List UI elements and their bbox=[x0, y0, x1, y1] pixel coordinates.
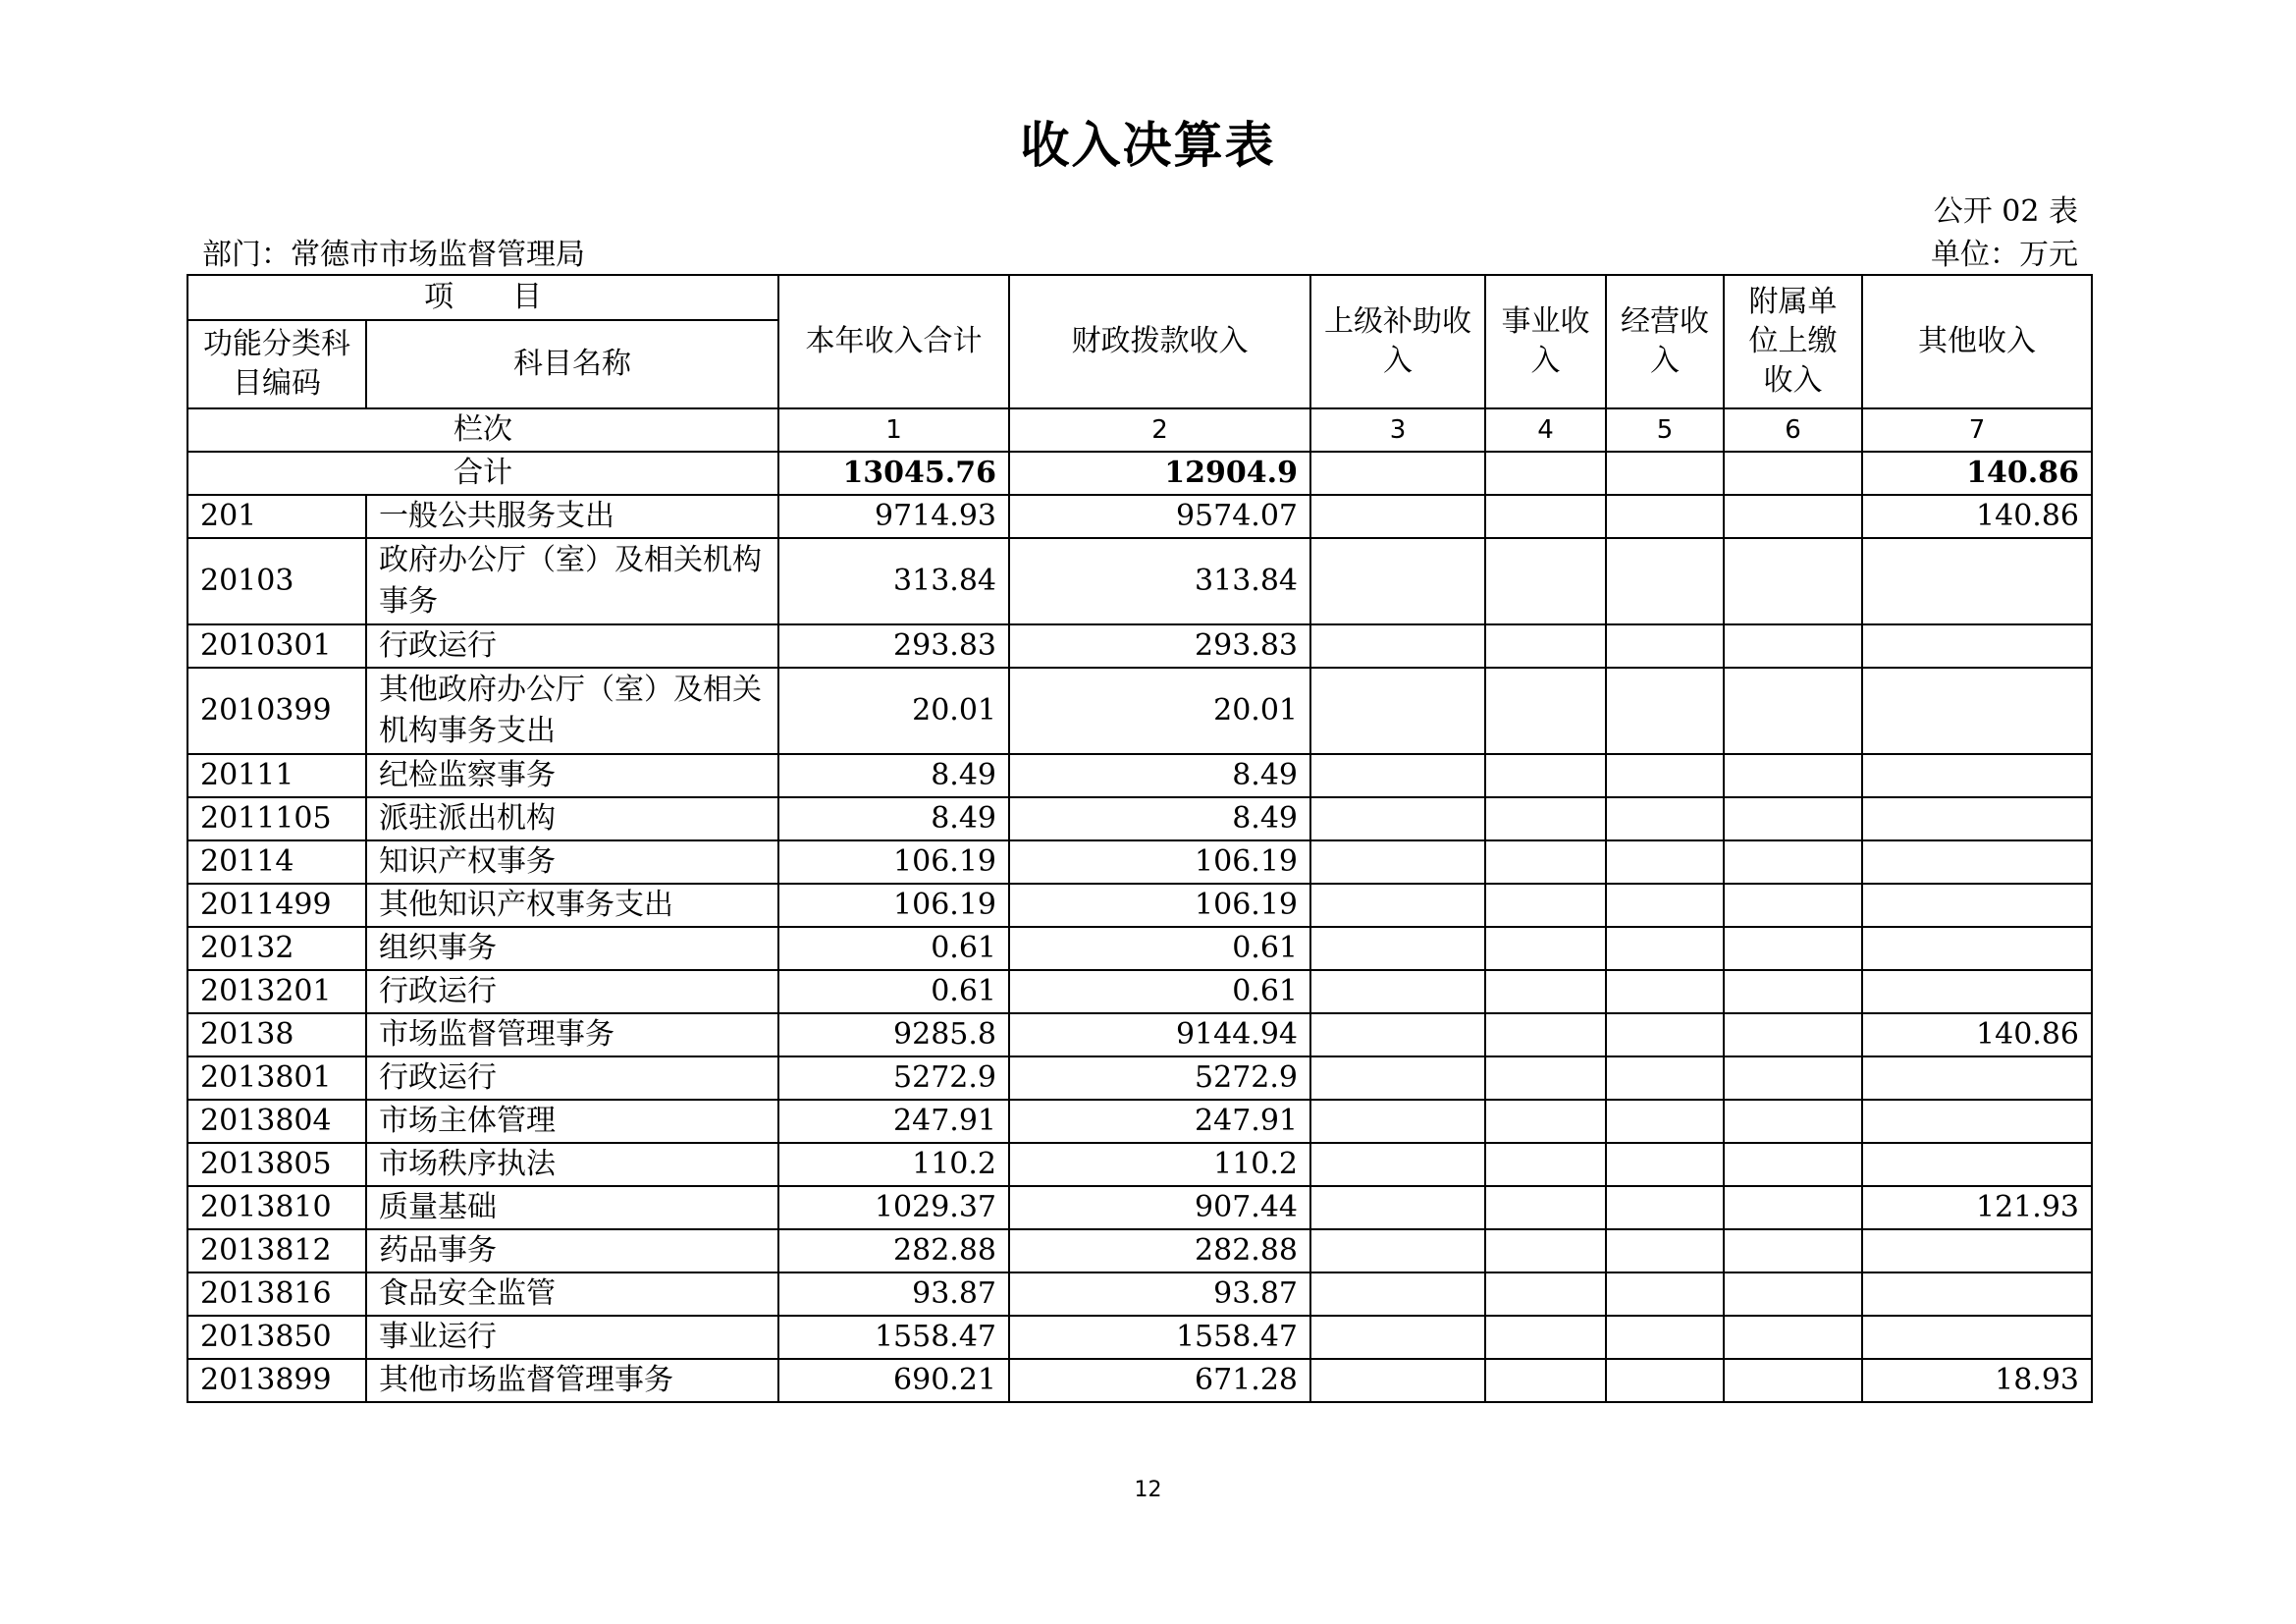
header-fiscal-appropriation: 财政拨款收入 bbox=[1009, 275, 1310, 408]
row-value-col3 bbox=[1310, 754, 1485, 797]
row-value-col1: 313.84 bbox=[778, 538, 1009, 624]
row-value-col6 bbox=[1724, 927, 1862, 970]
row-value-col6 bbox=[1724, 1272, 1862, 1316]
row-code: 20111 bbox=[187, 754, 366, 797]
header-project: 项 目 bbox=[187, 275, 778, 320]
table-row bbox=[187, 927, 2092, 970]
row-code: 20132 bbox=[187, 927, 366, 970]
row-value-col5 bbox=[1606, 1272, 1724, 1316]
row-code: 2013805 bbox=[187, 1143, 366, 1186]
row-code: 2013812 bbox=[187, 1229, 366, 1272]
row-subject-name: 行政运行 bbox=[366, 1056, 778, 1100]
row-value-col4 bbox=[1485, 884, 1606, 927]
table-row bbox=[187, 1013, 2092, 1056]
table-row bbox=[187, 1100, 2092, 1143]
row-code: 201 bbox=[187, 495, 366, 538]
row-value-col5 bbox=[1606, 495, 1724, 538]
row-value-col5 bbox=[1606, 970, 1724, 1013]
row-value-col5 bbox=[1606, 884, 1724, 927]
row-value-col1: 8.49 bbox=[778, 754, 1009, 797]
row-subject-name: 其他政府办公厅（室）及相关机构事务支出 bbox=[366, 668, 778, 754]
row-value-col6 bbox=[1724, 1013, 1862, 1056]
row-value-col2: 106.19 bbox=[1009, 840, 1310, 884]
row-value-col5 bbox=[1606, 624, 1724, 668]
row-value-col2: 0.61 bbox=[1009, 970, 1310, 1013]
row-value-col2: 93.87 bbox=[1009, 1272, 1310, 1316]
row-value-col7 bbox=[1862, 927, 2092, 970]
page-number: 12 bbox=[1134, 1478, 1162, 1502]
row-value-col2: 110.2 bbox=[1009, 1143, 1310, 1186]
column-index-1: 1 bbox=[778, 408, 1009, 452]
row-code: 2013899 bbox=[187, 1359, 366, 1402]
row-value-col6 bbox=[1724, 797, 1862, 840]
column-index-5: 5 bbox=[1606, 408, 1724, 452]
table-row bbox=[187, 797, 2092, 840]
row-value-col5 bbox=[1606, 1186, 1724, 1229]
row-value-col3 bbox=[1310, 1359, 1485, 1402]
table-row bbox=[187, 1186, 2092, 1229]
table-row bbox=[187, 840, 2092, 884]
row-value-col7 bbox=[1862, 884, 2092, 927]
row-value-col3 bbox=[1310, 668, 1485, 754]
row-value-col7 bbox=[1862, 668, 2092, 754]
row-value-col5 bbox=[1606, 1013, 1724, 1056]
table-row bbox=[187, 1056, 2092, 1100]
total-cell: 13045.76 bbox=[778, 452, 1009, 495]
row-value-col2: 9574.07 bbox=[1009, 495, 1310, 538]
row-subject-name: 组织事务 bbox=[366, 927, 778, 970]
row-value-col1: 0.61 bbox=[778, 927, 1009, 970]
department-label: 部门：常德市市场监督管理局 bbox=[202, 238, 585, 272]
row-value-col7: 140.86 bbox=[1862, 495, 2092, 538]
row-code: 2010301 bbox=[187, 624, 366, 668]
row-value-col1: 5272.9 bbox=[778, 1056, 1009, 1100]
row-subject-name: 一般公共服务支出 bbox=[366, 495, 778, 538]
row-value-col6 bbox=[1724, 668, 1862, 754]
column-index-2: 2 bbox=[1009, 408, 1310, 452]
row-value-col1: 0.61 bbox=[778, 970, 1009, 1013]
table-row bbox=[187, 495, 2092, 538]
total-row bbox=[187, 452, 2092, 495]
total-label: 合计 bbox=[187, 452, 778, 495]
row-value-col4 bbox=[1485, 668, 1606, 754]
row-code: 2013201 bbox=[187, 970, 366, 1013]
row-value-col5 bbox=[1606, 1100, 1724, 1143]
row-value-col2: 293.83 bbox=[1009, 624, 1310, 668]
row-value-col2: 313.84 bbox=[1009, 538, 1310, 624]
row-subject-name: 行政运行 bbox=[366, 624, 778, 668]
row-value-col7 bbox=[1862, 624, 2092, 668]
row-subject-name: 派驻派出机构 bbox=[366, 797, 778, 840]
row-value-col4 bbox=[1485, 1359, 1606, 1402]
row-value-col2: 106.19 bbox=[1009, 884, 1310, 927]
row-value-col1: 110.2 bbox=[778, 1143, 1009, 1186]
row-value-col3 bbox=[1310, 797, 1485, 840]
row-subject-name: 行政运行 bbox=[366, 970, 778, 1013]
header-other-income: 其他收入 bbox=[1862, 275, 2092, 408]
row-value-col7: 121.93 bbox=[1862, 1186, 2092, 1229]
row-subject-name: 事业运行 bbox=[366, 1316, 778, 1359]
total-cell bbox=[1724, 452, 1862, 495]
row-code: 20114 bbox=[187, 840, 366, 884]
row-value-col4 bbox=[1485, 754, 1606, 797]
row-value-col4 bbox=[1485, 840, 1606, 884]
row-value-col5 bbox=[1606, 1316, 1724, 1359]
table-row bbox=[187, 1229, 2092, 1272]
row-value-col7 bbox=[1862, 1316, 2092, 1359]
row-value-col3 bbox=[1310, 927, 1485, 970]
page-title: 收入决算表 bbox=[1020, 116, 1276, 174]
row-subject-name: 食品安全监管 bbox=[366, 1272, 778, 1316]
row-value-col4 bbox=[1485, 1229, 1606, 1272]
row-value-col7 bbox=[1862, 1056, 2092, 1100]
header-superior-subsidy: 上级补助收入 bbox=[1310, 275, 1485, 408]
column-index-row bbox=[187, 408, 2092, 452]
row-value-col4 bbox=[1485, 538, 1606, 624]
row-subject-name: 其他市场监督管理事务 bbox=[366, 1359, 778, 1402]
row-subject-name: 其他知识产权事务支出 bbox=[366, 884, 778, 927]
table-row bbox=[187, 624, 2092, 668]
table-row bbox=[187, 1272, 2092, 1316]
row-value-col1: 9714.93 bbox=[778, 495, 1009, 538]
row-value-col2: 247.91 bbox=[1009, 1100, 1310, 1143]
total-cell bbox=[1606, 452, 1724, 495]
row-code: 2013804 bbox=[187, 1100, 366, 1143]
row-value-col1: 293.83 bbox=[778, 624, 1009, 668]
row-value-col2: 1558.47 bbox=[1009, 1316, 1310, 1359]
row-value-col1: 1558.47 bbox=[778, 1316, 1009, 1359]
row-code: 2013850 bbox=[187, 1316, 366, 1359]
row-value-col6 bbox=[1724, 840, 1862, 884]
table-row bbox=[187, 1316, 2092, 1359]
row-value-col6 bbox=[1724, 1316, 1862, 1359]
form-number: 公开 02 表 bbox=[1933, 194, 2078, 229]
row-code: 2013810 bbox=[187, 1186, 366, 1229]
row-value-col4 bbox=[1485, 1186, 1606, 1229]
total-cell: 140.86 bbox=[1862, 452, 2092, 495]
row-value-col6 bbox=[1724, 754, 1862, 797]
column-index-7: 7 bbox=[1862, 408, 2092, 452]
row-value-col5 bbox=[1606, 1359, 1724, 1402]
row-subject-name: 市场秩序执法 bbox=[366, 1143, 778, 1186]
row-value-col2: 9144.94 bbox=[1009, 1013, 1310, 1056]
row-code: 2013801 bbox=[187, 1056, 366, 1100]
row-value-col3 bbox=[1310, 1056, 1485, 1100]
unit-label: 单位：万元 bbox=[1931, 238, 2078, 272]
row-value-col7 bbox=[1862, 1229, 2092, 1272]
row-value-col1: 106.19 bbox=[778, 884, 1009, 927]
row-value-col4 bbox=[1485, 1056, 1606, 1100]
row-value-col3 bbox=[1310, 970, 1485, 1013]
total-cell bbox=[1310, 452, 1485, 495]
row-value-col6 bbox=[1724, 1229, 1862, 1272]
column-index-6: 6 bbox=[1724, 408, 1862, 452]
row-value-col4 bbox=[1485, 927, 1606, 970]
row-subject-name: 药品事务 bbox=[366, 1229, 778, 1272]
row-code: 2010399 bbox=[187, 668, 366, 754]
row-value-col6 bbox=[1724, 1359, 1862, 1402]
column-index-4: 4 bbox=[1485, 408, 1606, 452]
row-value-col2: 20.01 bbox=[1009, 668, 1310, 754]
row-value-col6 bbox=[1724, 495, 1862, 538]
row-value-col1: 282.88 bbox=[778, 1229, 1009, 1272]
row-subject-name: 市场主体管理 bbox=[366, 1100, 778, 1143]
header-subject-name: 科目名称 bbox=[366, 320, 778, 408]
row-code: 2011105 bbox=[187, 797, 366, 840]
row-value-col1: 8.49 bbox=[778, 797, 1009, 840]
row-code: 2013816 bbox=[187, 1272, 366, 1316]
row-value-col6 bbox=[1724, 884, 1862, 927]
row-value-col6 bbox=[1724, 970, 1862, 1013]
row-value-col5 bbox=[1606, 1229, 1724, 1272]
row-value-col5 bbox=[1606, 668, 1724, 754]
row-code: 2011499 bbox=[187, 884, 366, 927]
row-value-col7 bbox=[1862, 1100, 2092, 1143]
row-value-col5 bbox=[1606, 1143, 1724, 1186]
column-index-3: 3 bbox=[1310, 408, 1485, 452]
row-value-col2: 8.49 bbox=[1009, 754, 1310, 797]
row-value-col4 bbox=[1485, 797, 1606, 840]
row-value-col6 bbox=[1724, 1143, 1862, 1186]
row-value-col1: 20.01 bbox=[778, 668, 1009, 754]
row-value-col2: 0.61 bbox=[1009, 927, 1310, 970]
row-value-col5 bbox=[1606, 1056, 1724, 1100]
row-value-col7 bbox=[1862, 970, 2092, 1013]
row-value-col3 bbox=[1310, 1013, 1485, 1056]
table-row bbox=[187, 970, 2092, 1013]
row-value-col2: 282.88 bbox=[1009, 1229, 1310, 1272]
row-subject-name: 市场监督管理事务 bbox=[366, 1013, 778, 1056]
row-value-col4 bbox=[1485, 970, 1606, 1013]
row-subject-name: 知识产权事务 bbox=[366, 840, 778, 884]
table-row bbox=[187, 1143, 2092, 1186]
header-business-income: 事业收入 bbox=[1485, 275, 1606, 408]
row-value-col2: 907.44 bbox=[1009, 1186, 1310, 1229]
row-value-col4 bbox=[1485, 495, 1606, 538]
row-value-col2: 5272.9 bbox=[1009, 1056, 1310, 1100]
row-value-col5 bbox=[1606, 927, 1724, 970]
row-value-col7 bbox=[1862, 797, 2092, 840]
row-value-col3 bbox=[1310, 1100, 1485, 1143]
row-value-col4 bbox=[1485, 1316, 1606, 1359]
row-value-col3 bbox=[1310, 538, 1485, 624]
total-cell: 12904.9 bbox=[1009, 452, 1310, 495]
row-value-col3 bbox=[1310, 1229, 1485, 1272]
row-subject-name: 纪检监察事务 bbox=[366, 754, 778, 797]
row-value-col1: 9285.8 bbox=[778, 1013, 1009, 1056]
row-value-col7: 140.86 bbox=[1862, 1013, 2092, 1056]
row-value-col1: 247.91 bbox=[778, 1100, 1009, 1143]
row-value-col6 bbox=[1724, 1100, 1862, 1143]
row-value-col1: 106.19 bbox=[778, 840, 1009, 884]
row-value-col7 bbox=[1862, 538, 2092, 624]
row-value-col3 bbox=[1310, 884, 1485, 927]
row-value-col3 bbox=[1310, 1186, 1485, 1229]
row-value-col3 bbox=[1310, 1143, 1485, 1186]
row-value-col7 bbox=[1862, 1143, 2092, 1186]
row-value-col1: 93.87 bbox=[778, 1272, 1009, 1316]
row-value-col7: 18.93 bbox=[1862, 1359, 2092, 1402]
row-value-col3 bbox=[1310, 840, 1485, 884]
income-table bbox=[187, 274, 2093, 1403]
row-value-col3 bbox=[1310, 495, 1485, 538]
header-total-income: 本年收入合计 bbox=[778, 275, 1009, 408]
table-row bbox=[187, 754, 2092, 797]
row-code: 20103 bbox=[187, 538, 366, 624]
row-value-col3 bbox=[1310, 1272, 1485, 1316]
row-value-col6 bbox=[1724, 1056, 1862, 1100]
row-value-col5 bbox=[1606, 538, 1724, 624]
row-subject-name: 质量基础 bbox=[366, 1186, 778, 1229]
row-value-col4 bbox=[1485, 1272, 1606, 1316]
row-value-col4 bbox=[1485, 1013, 1606, 1056]
table-row bbox=[187, 1359, 2092, 1402]
row-value-col3 bbox=[1310, 624, 1485, 668]
row-value-col5 bbox=[1606, 754, 1724, 797]
row-value-col5 bbox=[1606, 797, 1724, 840]
row-value-col6 bbox=[1724, 624, 1862, 668]
total-cell bbox=[1485, 452, 1606, 495]
header-affiliate-income: 附属单位上缴收入 bbox=[1724, 275, 1862, 408]
row-value-col5 bbox=[1606, 840, 1724, 884]
row-value-col2: 8.49 bbox=[1009, 797, 1310, 840]
table-row bbox=[187, 538, 2092, 624]
row-value-col4 bbox=[1485, 1143, 1606, 1186]
header-operating-income: 经营收入 bbox=[1606, 275, 1724, 408]
row-value-col6 bbox=[1724, 1186, 1862, 1229]
header-func-code: 功能分类科目编码 bbox=[187, 320, 366, 408]
table-row bbox=[187, 668, 2092, 754]
header-row-top bbox=[187, 275, 2092, 320]
row-value-col2: 671.28 bbox=[1009, 1359, 1310, 1402]
row-value-col3 bbox=[1310, 1316, 1485, 1359]
row-value-col1: 690.21 bbox=[778, 1359, 1009, 1402]
row-value-col4 bbox=[1485, 624, 1606, 668]
row-subject-name: 政府办公厅（室）及相关机构事务 bbox=[366, 538, 778, 624]
row-code: 20138 bbox=[187, 1013, 366, 1056]
row-value-col1: 1029.37 bbox=[778, 1186, 1009, 1229]
row-value-col7 bbox=[1862, 754, 2092, 797]
row-value-col4 bbox=[1485, 1100, 1606, 1143]
row-value-col7 bbox=[1862, 1272, 2092, 1316]
row-value-col7 bbox=[1862, 840, 2092, 884]
column-index-label: 栏次 bbox=[187, 408, 778, 452]
table-row bbox=[187, 884, 2092, 927]
row-value-col6 bbox=[1724, 538, 1862, 624]
